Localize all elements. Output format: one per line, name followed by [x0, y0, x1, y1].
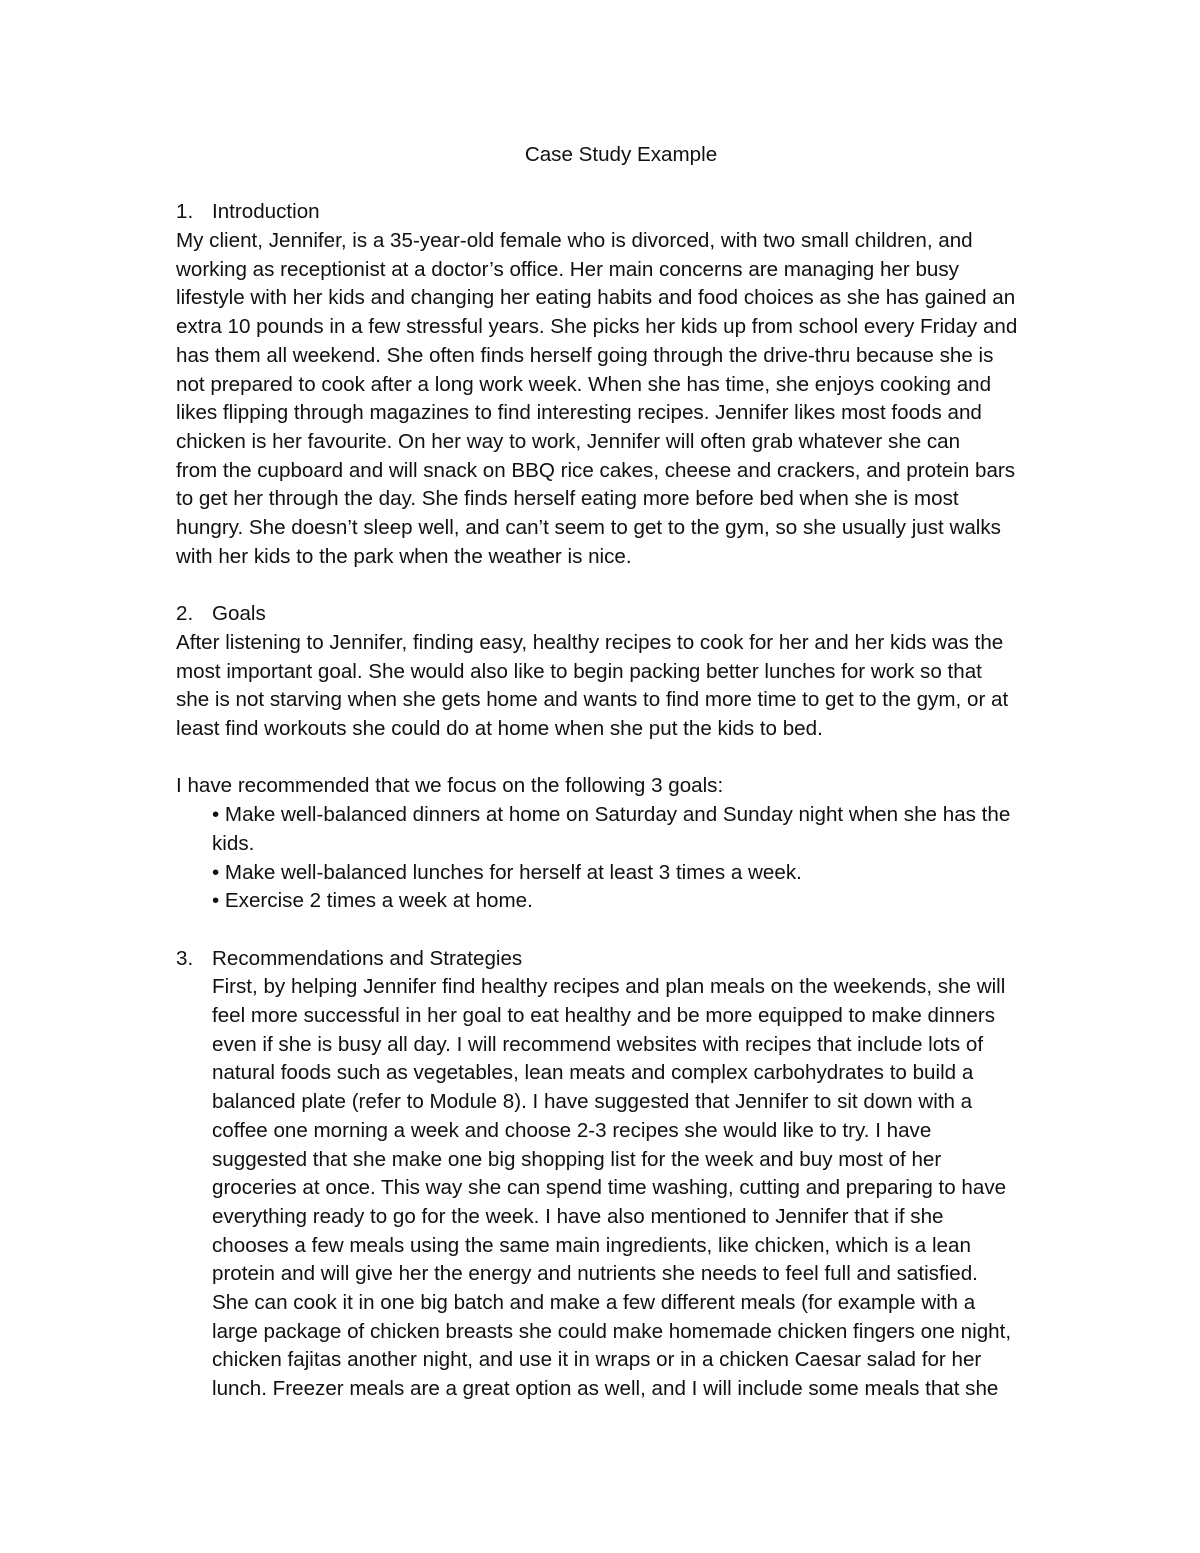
- paragraph-line: She can cook it in one big batch and make a few different meals (for example with a: [212, 1291, 976, 1315]
- paragraph-line: from the cupboard and will snack on BBQ rice cakes, cheese and crackers, and protein bars: [176, 458, 1016, 482]
- paragraph-line: not prepared to cook after a long work week. When she has time, she enjoys cooking and: [176, 372, 992, 396]
- paragraph-line: everything ready to go for the week. I have also mentioned to Jennifer that if she: [212, 1204, 944, 1228]
- paragraph-line: suggested that she make one big shopping list for the week and buy most of her: [212, 1147, 942, 1171]
- goal-list-item: [212, 887, 1066, 916]
- paragraph-line: groceries at once. This way she can spend time washing, cutting and preparing to have: [212, 1176, 1007, 1200]
- paragraph-line: chooses a few meals using the same main ingredients, like chicken, which is a lean: [212, 1233, 971, 1257]
- paragraph-line: protein and will give her the energy and nutrients she needs to feel full and satisfied.: [212, 1262, 978, 1286]
- paragraph-line: even if she is busy all day. I will recommend websites with recipes that include lots of: [212, 1032, 984, 1056]
- section-title: Introduction: [212, 200, 320, 224]
- section-number: 1.: [176, 200, 194, 224]
- goals-list: [176, 801, 1066, 916]
- paragraph-line: coffee one morning a week and choose 2-3 recipes she would like to try. I have: [212, 1118, 932, 1142]
- section-heading-goals: [176, 600, 1066, 629]
- section-number: 3.: [176, 946, 194, 970]
- paragraph-line: with her kids to the park when the weather is nice.: [176, 544, 632, 568]
- goals-paragraph: [176, 629, 1066, 744]
- paragraph-line: least find workouts she could do at home when she put the kids to bed.: [176, 717, 823, 741]
- goal-text-line: kids.: [212, 831, 255, 855]
- section-heading-introduction: [176, 198, 1066, 227]
- spacer: [176, 744, 1066, 773]
- paragraph-line: likes flipping through magazines to find interesting recipes. Jennifer likes most foods and: [176, 401, 982, 425]
- paragraph-line: lifestyle with her kids and changing her eating habits and food choices as she has gained an: [176, 286, 1016, 310]
- spacer: [176, 170, 1066, 199]
- introduction-paragraph: [176, 227, 1066, 571]
- section-number: 2.: [176, 602, 194, 626]
- paragraph-line: balanced plate (refer to Module 8). I have suggested that Jennifer to sit down with a: [212, 1090, 973, 1114]
- paragraph-line: feel more successful in her goal to eat healthy and be more equipped to make dinners: [212, 1004, 996, 1028]
- goal-text-line: • Make well-balanced lunches for herself at least 3 times a week.: [212, 860, 802, 884]
- paragraph-line: hungry. She doesn’t sleep well, and can’t seem to get to the gym, so she usually just walks: [176, 516, 1001, 540]
- paragraph-line: chicken is her favourite. On her way to work, Jennifer will often grab whatever she can: [176, 430, 961, 453]
- paragraph-line: she is not starving when she gets home and wants to find more time to get to the gym, or at: [176, 688, 1009, 712]
- goal-text-line: • Make well-balanced dinners at home on Saturday and Sunday night when she has the: [212, 803, 1011, 827]
- paragraph-line: most important goal. She would also like to begin packing better lunches for work so that: [176, 659, 982, 683]
- section-title: Recommendations and Strategies: [212, 946, 523, 970]
- paragraph-line: natural foods such as vegetables, lean meats and complex carbohydrates to build a: [212, 1061, 974, 1085]
- goal-list-item: [212, 801, 1066, 858]
- paragraph-line: First, by helping Jennifer find healthy recipes and plan meals on the weekends, she will: [212, 975, 1006, 999]
- goal-list-item: [212, 859, 1066, 888]
- paragraph-line: chicken fajitas another night, and use it in wraps or in a chicken Caesar salad for her: [212, 1348, 982, 1372]
- paragraph-line: to get her through the day. She finds herself eating more before bed when she is most: [176, 487, 959, 511]
- section-heading-recommendations: [176, 945, 1066, 974]
- document-title: Case Study Example: [524, 143, 718, 166]
- paragraph-line: large package of chicken breasts she could make homemade chicken fingers one night,: [212, 1319, 1012, 1343]
- paragraph-line: lunch. Freezer meals are a great option as well, and I will include some meals that she: [212, 1377, 999, 1401]
- paragraph-line: After listening to Jennifer, finding easy, healthy recipes to cook for her and her kids was the: [176, 630, 1004, 654]
- paragraph-line: has them all weekend. She often finds herself going through the drive-thru because she is: [176, 343, 994, 367]
- paragraph-line: extra 10 pounds in a few stressful years. She picks her kids up from school every Friday and: [176, 315, 1018, 339]
- goals-intro: I have recommended that we focus on the following 3 goals:: [176, 774, 724, 798]
- spacer: [176, 572, 1066, 601]
- goal-text-line: • Exercise 2 times a week at home.: [212, 889, 533, 913]
- document-body: [176, 141, 1066, 1404]
- recommendations-paragraph: [176, 973, 1066, 1404]
- spacer: [176, 916, 1066, 945]
- section-title: Goals: [212, 602, 266, 626]
- paragraph-line: working as receptionist at a doctor’s office. Her main concerns are managing her busy: [176, 257, 959, 281]
- paragraph-line: My client, Jennifer, is a 35-year-old female who is divorced, with two small children, and: [176, 229, 973, 253]
